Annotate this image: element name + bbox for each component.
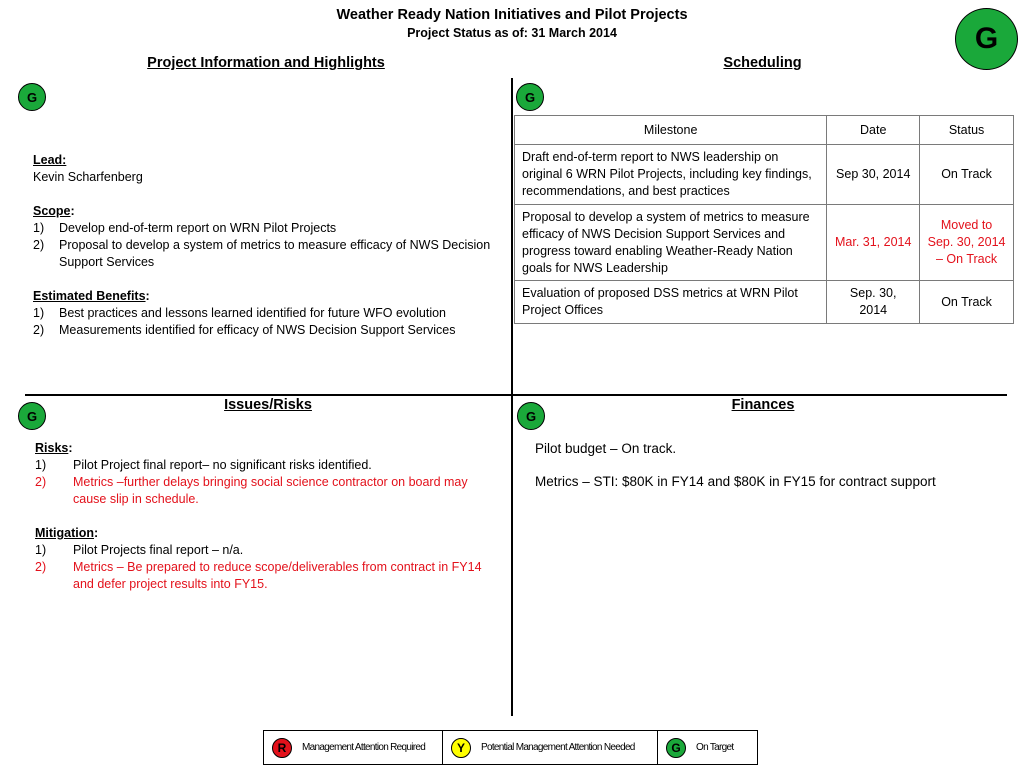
list-item xyxy=(33,322,503,339)
project-info-status-badge: G xyxy=(18,83,46,111)
lead-label: Lead: xyxy=(33,153,67,167)
mitigation-list xyxy=(35,542,495,593)
milestone-cell: Proposal to develop a system of metrics to measure efficacy of NWS Decision Support Services and progress toward enabling Weather-Ready Nation goals for NWS Leadership xyxy=(515,205,827,281)
benefits-label: Estimated Benefits xyxy=(33,289,146,303)
risks-list xyxy=(35,457,495,508)
green-status-icon: G xyxy=(666,738,686,758)
project-info-body xyxy=(33,152,503,356)
list-item xyxy=(35,559,495,593)
legend-item-yellow xyxy=(443,731,658,764)
legend-label: Potential Management Attention Needed xyxy=(481,742,635,753)
table-row xyxy=(515,281,1014,324)
list-item xyxy=(33,237,503,271)
scope-block xyxy=(33,203,503,271)
status-cell: On Track xyxy=(920,145,1014,205)
benefits-colon: : xyxy=(145,289,150,303)
project-info-heading: Project Information and Highlights xyxy=(147,55,385,71)
yellow-status-icon: Y xyxy=(451,738,471,758)
column-header-milestone: Milestone xyxy=(515,116,827,145)
scope-colon: : xyxy=(70,204,75,218)
list-item-number: 1) xyxy=(33,221,45,235)
list-item-text: Proposal to develop a system of metrics to measure efficacy of NWS Decision Support Services xyxy=(59,238,491,269)
list-item-text: Pilot Project final report– no significant risks identified. xyxy=(73,458,372,472)
scope-list xyxy=(33,220,503,271)
issues-risks-status-badge: G xyxy=(18,402,46,430)
report-title: Weather Ready Nation Initiatives and Pilot Projects xyxy=(336,7,688,23)
list-item-number: 2) xyxy=(35,560,47,574)
scheduling-status-badge: G xyxy=(516,83,544,111)
list-item-number: 2) xyxy=(35,475,47,489)
legend-label: Management Attention Required xyxy=(302,742,426,753)
date-cell: Sep 30, 2014 xyxy=(827,145,920,205)
red-status-icon: R xyxy=(272,738,292,758)
legend-item-red xyxy=(264,731,443,764)
list-item xyxy=(35,542,495,559)
column-header-status: Status xyxy=(920,116,1014,145)
list-item-number: 1) xyxy=(35,543,47,557)
list-item-text: Metrics – Be prepared to reduce scope/deliverables from contract in FY14 and defer project results into FY15. xyxy=(73,560,482,591)
status-cell: On Track xyxy=(920,281,1014,324)
table-row xyxy=(515,145,1014,205)
list-item-number: 1) xyxy=(35,458,47,472)
status-cell: Moved to Sep. 30, 2014 – On Track xyxy=(920,205,1014,281)
list-item-text: Best practices and lessons learned identified for future WFO evolution xyxy=(59,306,447,320)
list-item xyxy=(35,457,495,474)
benefits-block xyxy=(33,288,503,339)
issues-risks-heading: Issues/Risks xyxy=(224,397,312,413)
table-row xyxy=(515,205,1014,281)
report-subtitle: Project Status as of: 31 March 2014 xyxy=(407,26,617,40)
legend-label: On Target xyxy=(696,742,734,753)
list-item-text: Measurements identified for efficacy of NWS Decision Support Services xyxy=(59,323,456,337)
mitigation-block xyxy=(35,525,495,593)
benefits-list xyxy=(33,305,503,339)
legend-item-green xyxy=(658,731,757,764)
date-cell: Mar. 31, 2014 xyxy=(827,205,920,281)
list-item-number: 2) xyxy=(33,323,45,337)
overall-status-badge: G xyxy=(955,8,1018,70)
issues-risks-body xyxy=(35,440,495,610)
finances-heading: Finances xyxy=(731,397,795,413)
mitigation-colon: : xyxy=(94,526,99,540)
list-item-text: Develop end-of-term report on WRN Pilot Projects xyxy=(59,221,337,235)
finances-body xyxy=(535,441,1005,507)
scope-label: Scope xyxy=(33,204,71,218)
risks-label: Risks xyxy=(35,441,69,455)
list-item-number: 1) xyxy=(33,306,45,320)
list-item-text: Pilot Projects final report – n/a. xyxy=(73,543,244,557)
table-header-row xyxy=(515,116,1014,145)
milestone-table xyxy=(514,115,1014,324)
list-item xyxy=(35,474,495,508)
scheduling-heading: Scheduling xyxy=(723,55,802,71)
finances-line-budget: Pilot budget – On track. xyxy=(535,441,677,456)
lead-block xyxy=(33,152,503,186)
risks-colon: : xyxy=(68,441,73,455)
finances-line-metrics: Metrics – STI: $80K in FY14 and $80K in FY15 for contract support xyxy=(535,474,936,489)
lead-name: Kevin Scharfenberg xyxy=(33,170,143,184)
list-item xyxy=(33,305,503,322)
risks-block xyxy=(35,440,495,508)
milestone-cell: Draft end-of-term report to NWS leadership on original 6 WRN Pilot Projects, including key findings, recommendations, and best practices xyxy=(515,145,827,205)
column-header-date: Date xyxy=(827,116,920,145)
list-item xyxy=(33,220,503,237)
date-cell: Sep. 30, 2014 xyxy=(827,281,920,324)
horizontal-divider xyxy=(25,394,1007,396)
mitigation-label: Mitigation xyxy=(35,526,95,540)
list-item-number: 2) xyxy=(33,238,45,252)
finances-status-badge: G xyxy=(517,402,545,430)
list-item-text: Metrics –further delays bringing social science contractor on board may cause slip in schedule. xyxy=(73,475,468,506)
status-legend xyxy=(263,730,758,765)
milestone-cell: Evaluation of proposed DSS metrics at WRN Pilot Project Offices xyxy=(515,281,827,324)
